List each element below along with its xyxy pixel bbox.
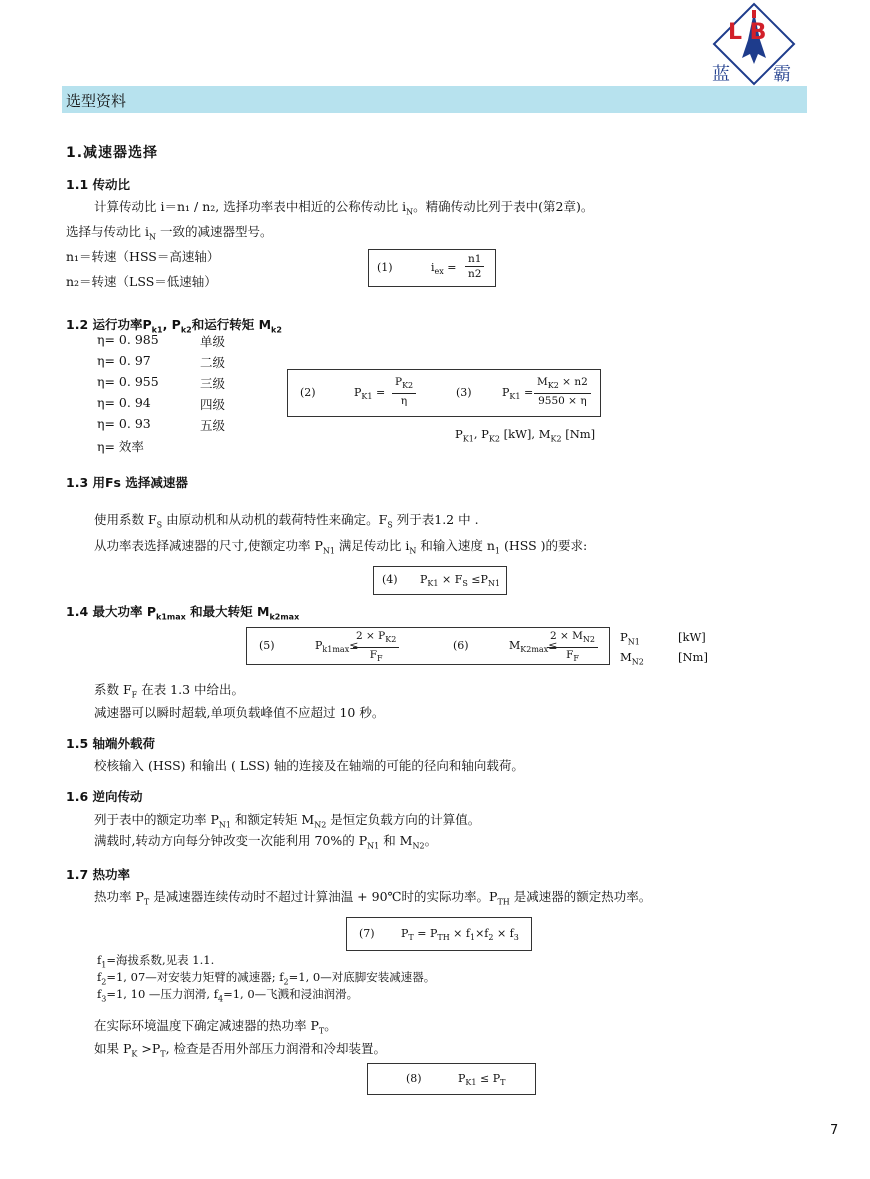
section-1-3-title: 1.3 用Fs 选择减速器 bbox=[66, 475, 188, 490]
s17-line-1: 热功率 $P_T$ 是减速器连续传动时不超过计算油温 + 90℃时的实际功率。$P_{TH}$ 是减速器的额定热功率。 bbox=[94, 889, 652, 907]
formula-1-lhs: $i_{ex}$ = bbox=[431, 261, 457, 277]
eta-stage: 四级 bbox=[200, 397, 226, 412]
logo-letters: L B bbox=[728, 20, 767, 45]
formula-3-lhs: $P_{K1}$ = bbox=[502, 386, 534, 402]
eta-value: η= 0. 985 bbox=[97, 332, 159, 347]
formula-3-label: (3) bbox=[456, 386, 472, 399]
s17-note-2: $f_2=1$, 07—对安装力矩臂的减速器; $f_2=1$, 0—对底脚安装减速器。 bbox=[97, 970, 436, 987]
s17-note-1: $f_1=$海拔系数,见表 1.1. bbox=[97, 953, 215, 970]
unit-pn1: $P_{N1}$ bbox=[620, 630, 640, 647]
s13-line-2: 从功率表选择减速器的尺寸,使额定功率 $P_{N1}$ 满足传动比 $i_N$ 和输入速度 $n_1$ (HSS )的要求: bbox=[94, 538, 588, 556]
eta-value: η= 0. 955 bbox=[97, 374, 159, 389]
s11-line-2: 选择与传动比 $i_N$ 一致的减速器型号。 bbox=[66, 224, 273, 242]
s14-line-1: 系数 $F_F$ 在表 1.3 中给出。 bbox=[94, 682, 245, 700]
s11-line-3: n₁＝转速（HSS＝高速轴） bbox=[66, 249, 220, 264]
formula-5-fraction: $\frac{2 \times P_{K2}}{F_F}$ bbox=[353, 630, 399, 665]
page-title: 选型资料 bbox=[66, 92, 127, 110]
formula-4-label: (4) bbox=[382, 573, 398, 586]
formula-1-fraction: $\frac{n1}{n2}$ bbox=[465, 253, 484, 280]
formula-8-label: (8) bbox=[406, 1072, 422, 1085]
formula-5-label: (5) bbox=[259, 639, 275, 652]
section-1-4-title: 1.4 最大功率 $P_{k1max}$ 和最大转矩 $M_{k2max}$ bbox=[66, 604, 300, 622]
page-number: 7 bbox=[830, 1123, 839, 1138]
formula-2-3-units: $P_{K1}$, $P_{K2}$ [kW], $M_{K2}$ [Nm] bbox=[455, 427, 596, 444]
section-1-1-title: 1.1 传动比 bbox=[66, 177, 130, 192]
header-bar bbox=[62, 86, 807, 113]
formula-7-label: (7) bbox=[359, 927, 375, 940]
section-1-7-title: 1.7 热功率 bbox=[66, 867, 130, 882]
eta-value: η= 0. 97 bbox=[97, 353, 151, 368]
formula-4: $P_{K1} \times F_S \le P_{N1}$ bbox=[420, 573, 501, 589]
formula-6-lhs: $M_{K2max}\le$ bbox=[509, 639, 558, 655]
formula-2-3-box bbox=[287, 369, 601, 417]
section-1-6-title: 1.6 逆向传动 bbox=[66, 789, 143, 804]
eta-stage: 五级 bbox=[200, 418, 226, 433]
formula-2-label: (2) bbox=[300, 386, 316, 399]
logo-text-right: 霸 bbox=[773, 64, 791, 85]
eta-definition: η= 效率 bbox=[97, 439, 144, 454]
section-1-title: 1.减速器选择 bbox=[66, 145, 159, 161]
formula-5-6-box bbox=[246, 627, 610, 665]
eta-value: η= 0. 93 bbox=[97, 416, 151, 431]
s11-line-4: n₂＝转速（LSS＝低速轴） bbox=[66, 274, 217, 289]
formula-1-box bbox=[368, 249, 496, 287]
s13-line-1: 使用系数 $F_S$ 由原动机和从动机的载荷特性来确定。$F_S$ 列于表1.2 中 . bbox=[94, 512, 479, 530]
formula-8-box bbox=[367, 1063, 536, 1095]
formula-6-label: (6) bbox=[453, 639, 469, 652]
s17-line-2: 在实际环境温度下确定减速器的热功率 $P_T$。 bbox=[94, 1018, 337, 1036]
formula-8: $P_{K1} \le P_T$ bbox=[458, 1072, 506, 1088]
s17-note-3: $f_3=1$, 10 —压力润滑, $f_4=1$, 0—飞溅和浸油润滑。 bbox=[97, 987, 359, 1004]
formula-7-box bbox=[346, 917, 532, 951]
unit-nm: [Nm] bbox=[678, 650, 708, 664]
unit-kw: [kW] bbox=[678, 630, 706, 644]
section-1-5-title: 1.5 轴端外载荷 bbox=[66, 736, 155, 751]
formula-5-lhs: $P_{k1max}\le$ bbox=[315, 639, 359, 655]
formula-7: $P_T = P_{TH} \times f_1\times f_2 \times f_3$ bbox=[401, 927, 519, 943]
eta-stage: 二级 bbox=[200, 355, 226, 370]
s14-line-2: 减速器可以瞬时超载,单项负载峰值不应超过 10 秒。 bbox=[94, 705, 385, 720]
s16-line-2: 满载时,转动方向每分钟改变一次能利用 70%的 $P_{N1}$ 和 $M_{N2}$。 bbox=[94, 833, 438, 851]
logo-text-left: 蓝 bbox=[712, 64, 730, 85]
formula-1-label: (1) bbox=[377, 261, 393, 274]
eta-value: η= 0. 94 bbox=[97, 395, 151, 410]
formula-4-box bbox=[373, 566, 507, 595]
s15-line-1: 校核输入 (HSS) 和输出 ( LSS) 轴的连接及在轴端的可能的径向和轴向载荷。 bbox=[94, 758, 524, 773]
formula-6-fraction: $\frac{2 \times M_{N2}}{F_F}$ bbox=[547, 630, 598, 665]
section-1-2-title: 1.2 运行功率$P_{k1}$, $P_{k2}$和运行转矩 $M_{k2}$ bbox=[66, 317, 282, 335]
formula-3-fraction: $\frac{M_{K2} \times n2}{9550 \times \eta}$ bbox=[534, 376, 591, 407]
s17-line-3: 如果 $P_K >P_T$, 检查是否用外部压力润滑和冷却装置。 bbox=[94, 1041, 387, 1059]
unit-mn2: $M_{N2}$ bbox=[620, 650, 644, 667]
eta-stage: 三级 bbox=[200, 376, 226, 391]
formula-2-fraction: $\frac{P_{K2}}{\eta}$ bbox=[392, 376, 416, 407]
s11-line-1: 计算传动比 i＝n₁ / n₂, 选择功率表中相近的公称传动比 $i_N$。精确传动比列于表中(第2章)。 bbox=[94, 199, 594, 217]
s16-line-1: 列于表中的额定功率 $P_{N1}$ 和额定转矩 $M_{N2}$ 是恒定负载方向的计算值。 bbox=[94, 812, 481, 830]
eta-stage: 单级 bbox=[200, 334, 226, 349]
formula-2-lhs: $P_{K1}$ = bbox=[354, 386, 386, 402]
